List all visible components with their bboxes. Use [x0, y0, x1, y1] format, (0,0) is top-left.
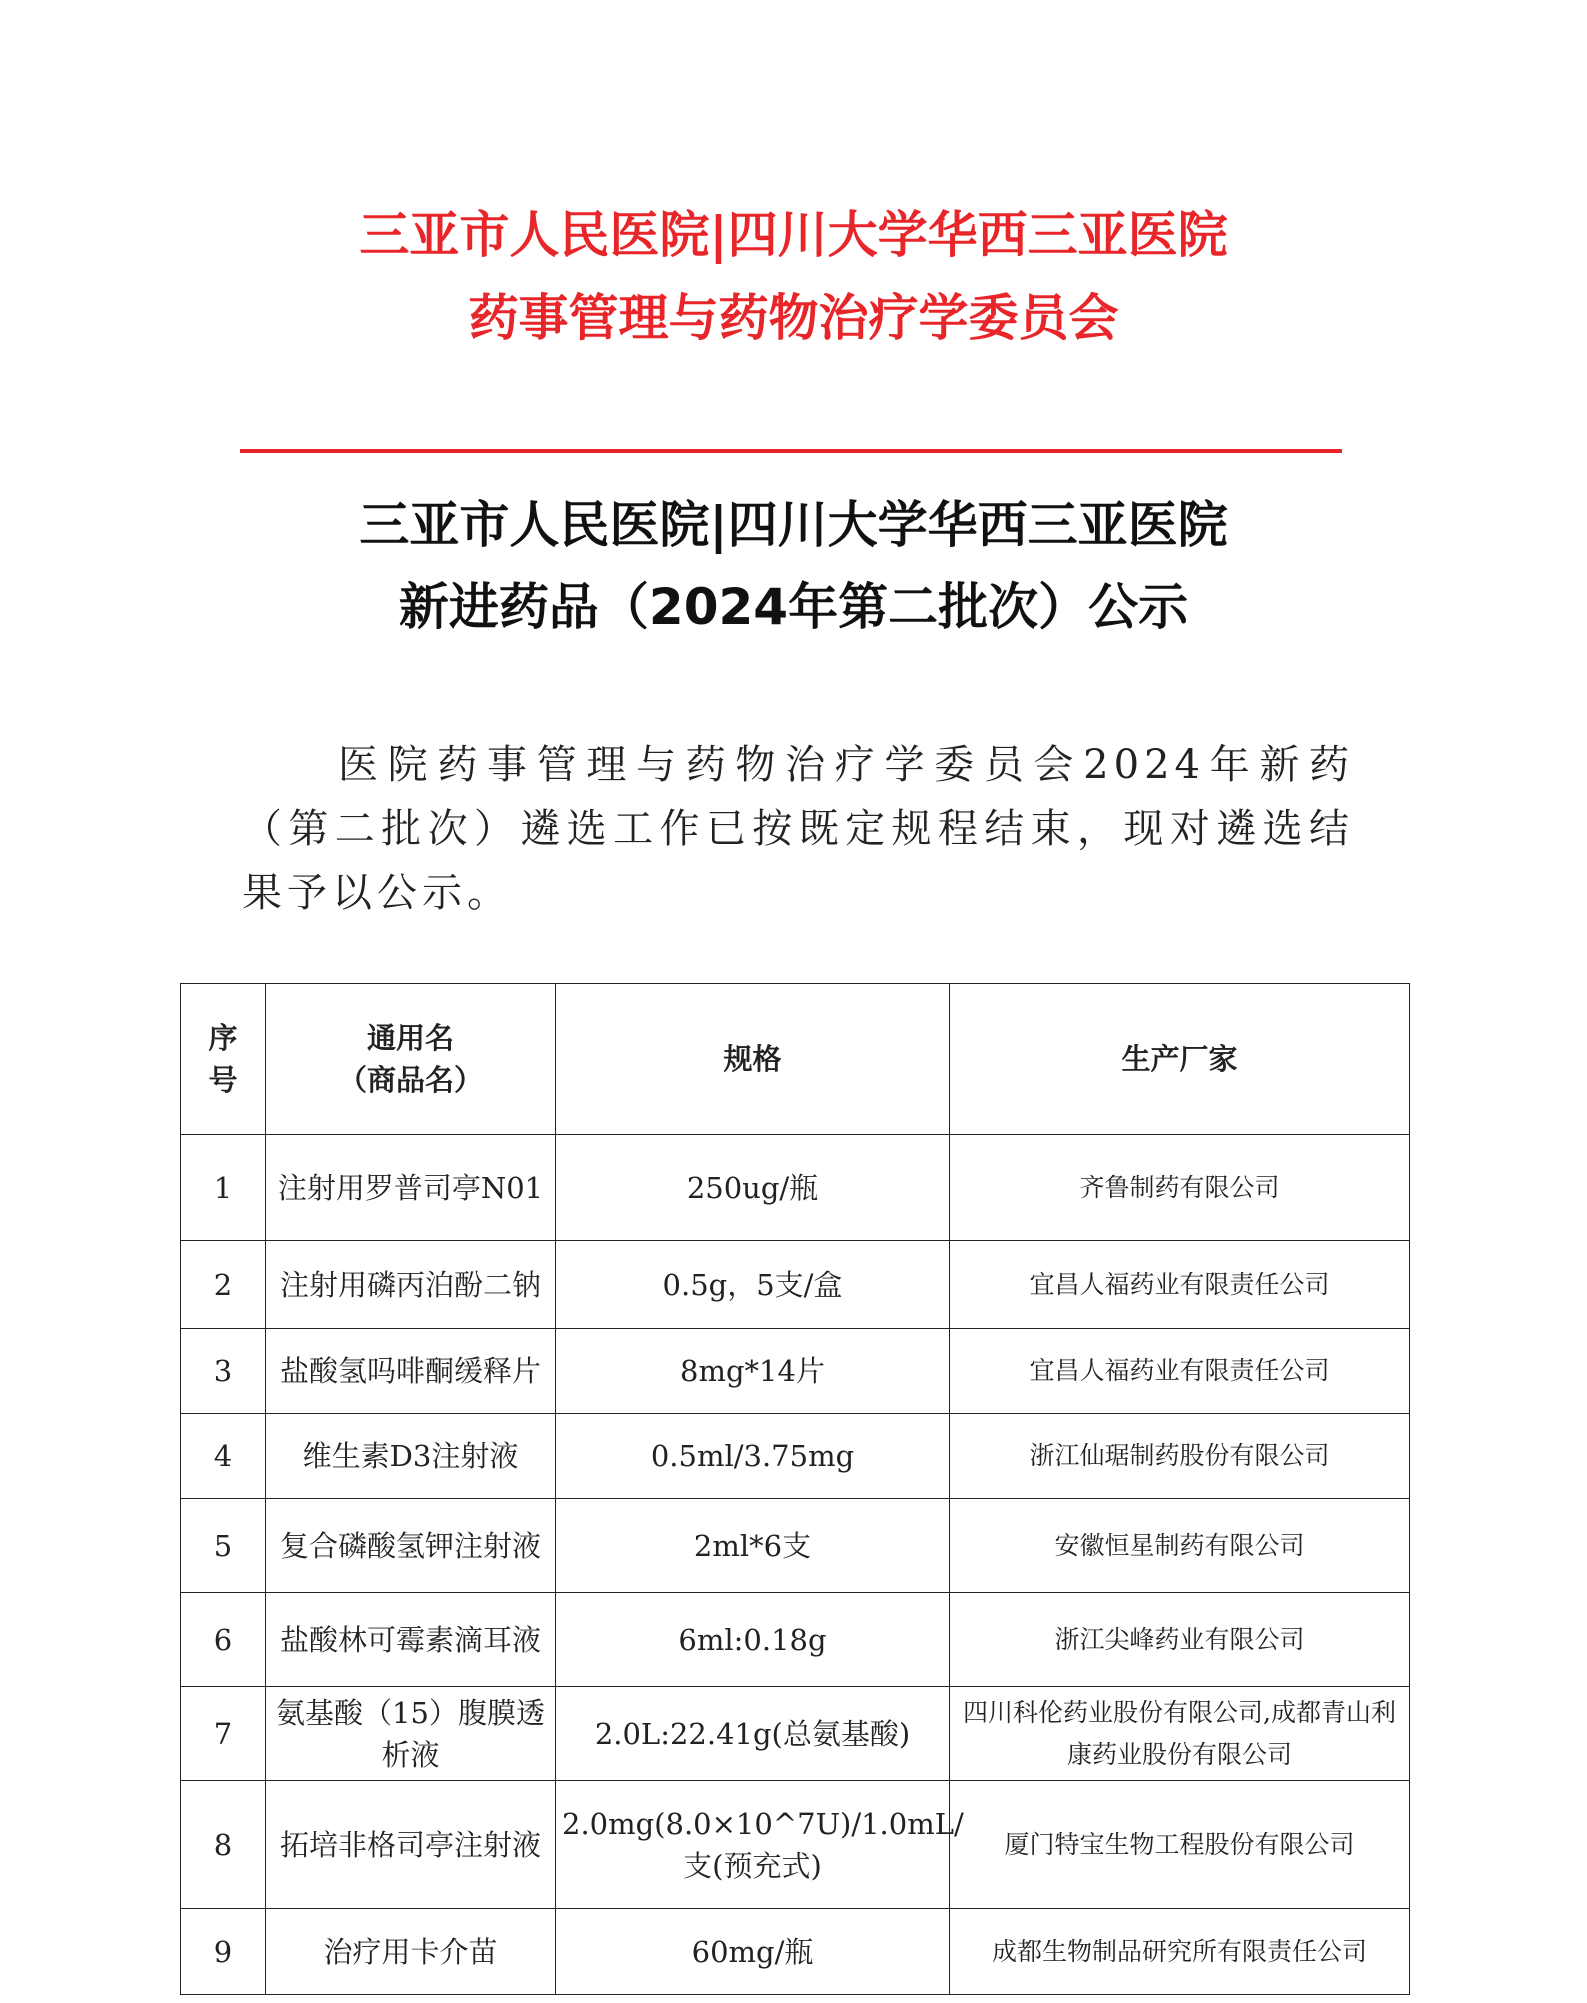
table-row [181, 1593, 1410, 1687]
row-spec: 8mg*14片 [556, 1329, 950, 1414]
row-manufacturer: 浙江尖峰药业有限公司 [950, 1593, 1410, 1687]
row-manufacturer: 安徽恒星制药有限公司 [950, 1499, 1410, 1593]
row-name: 复合磷酸氢钾注射液 [266, 1499, 556, 1593]
header-index-line2: 号 [208, 1063, 238, 1097]
header-index [181, 984, 266, 1135]
row-index: 4 [181, 1414, 266, 1499]
row-index: 7 [181, 1687, 266, 1781]
row-index: 3 [181, 1329, 266, 1414]
row-spec: 6ml:0.18g [556, 1593, 950, 1687]
header-name-line1: 通用名 [366, 1021, 454, 1055]
table-row [181, 1909, 1410, 1995]
row-manufacturer: 宜昌人福药业有限责任公司 [950, 1329, 1410, 1414]
row-name: 拓培非格司亭注射液 [266, 1781, 556, 1909]
new-drug-table [180, 983, 1410, 1995]
row-spec: 0.5g，5支/盒 [556, 1241, 950, 1329]
row-name: 维生素D3注射液 [266, 1414, 556, 1499]
header-manufacturer: 生产厂家 [950, 984, 1410, 1135]
table-row [181, 1687, 1410, 1781]
red-divider [240, 449, 1342, 453]
row-manufacturer: 厦门特宝生物工程股份有限公司 [950, 1781, 1410, 1909]
row-manufacturer: 宜昌人福药业有限责任公司 [950, 1241, 1410, 1329]
issuer-header-line1: 三亚市人民医院|四川大学华西三亚医院 [359, 206, 1228, 264]
header-index-line1: 序 [208, 1021, 238, 1055]
row-spec: 2ml*6支 [556, 1499, 950, 1593]
table-row [181, 1329, 1410, 1414]
row-spec: 2.0mg(8.0×10^7U)/1.0mL/支(预充式) [556, 1781, 950, 1909]
row-spec: 0.5ml/3.75mg [556, 1414, 950, 1499]
issuer-header-line2: 药事管理与药物治疗学委员会 [468, 289, 1119, 347]
row-index: 1 [181, 1135, 266, 1241]
row-name: 注射用罗普司亭N01 [266, 1135, 556, 1241]
header-name [266, 984, 556, 1135]
row-index: 2 [181, 1241, 266, 1329]
table-row [181, 1414, 1410, 1499]
document-title-line2: 新进药品（2024年第二批次）公示 [398, 578, 1189, 636]
table-header-row [181, 984, 1410, 1135]
row-manufacturer: 四川科伦药业股份有限公司,成都青山利康药业股份有限公司 [950, 1687, 1410, 1781]
row-name: 盐酸林可霉素滴耳液 [266, 1593, 556, 1687]
row-index: 9 [181, 1909, 266, 1995]
table-row [181, 1241, 1410, 1329]
row-name: 治疗用卡介苗 [266, 1909, 556, 1995]
row-index: 5 [181, 1499, 266, 1593]
table-row [181, 1781, 1410, 1909]
row-name: 注射用磷丙泊酚二钠 [266, 1241, 556, 1329]
row-name: 氨基酸（15）腹膜透析液 [266, 1687, 556, 1781]
row-index: 6 [181, 1593, 266, 1687]
row-manufacturer: 齐鲁制药有限公司 [950, 1135, 1410, 1241]
announcement-paragraph: 医院药事管理与药物治疗学委员会2024年新药（第二批次）遴选工作已按既定规程结束，现对遴选结果予以公示。 [242, 742, 1354, 916]
header-name-line2: （商品名） [337, 1063, 483, 1097]
row-index: 8 [181, 1781, 266, 1909]
row-manufacturer: 浙江仙琚制药股份有限公司 [950, 1414, 1410, 1499]
row-spec: 2.0L:22.41g(总氨基酸) [556, 1687, 950, 1781]
document-title-line1: 三亚市人民医院|四川大学华西三亚医院 [359, 496, 1228, 554]
header-spec: 规格 [556, 984, 950, 1135]
row-spec: 250ug/瓶 [556, 1135, 950, 1241]
row-name: 盐酸氢吗啡酮缓释片 [266, 1329, 556, 1414]
table-row [181, 1135, 1410, 1241]
row-manufacturer: 成都生物制品研究所有限责任公司 [950, 1909, 1410, 1995]
row-spec: 60mg/瓶 [556, 1909, 950, 1995]
table-row [181, 1499, 1410, 1593]
